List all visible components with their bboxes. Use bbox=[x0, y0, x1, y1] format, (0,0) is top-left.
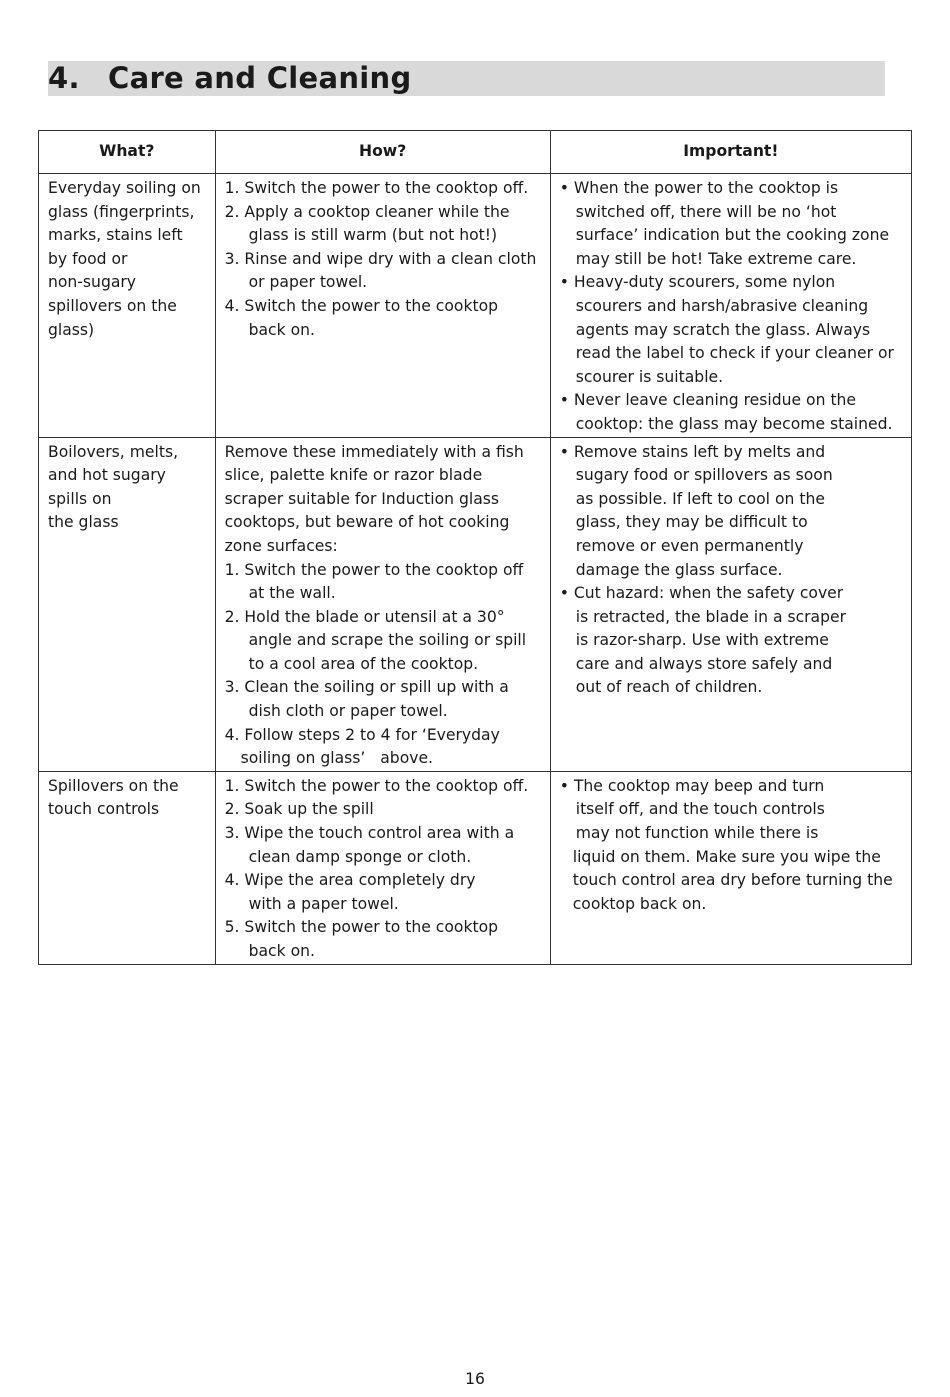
text-line: 4. Wipe the area completely dry bbox=[224, 871, 476, 890]
text-line: spillovers on the bbox=[48, 296, 177, 315]
page-number: 16 bbox=[465, 1370, 485, 1388]
text-line: Remove these immediately with a fish bbox=[224, 442, 524, 461]
text-line: agents may scratch the glass. Always bbox=[575, 320, 871, 339]
text-line: back on. bbox=[248, 942, 315, 960]
text-line: non-sugary bbox=[48, 273, 137, 292]
header-important: Important! bbox=[550, 131, 911, 174]
cell-important bbox=[550, 437, 911, 771]
text-line: • When the power to the cooktop is bbox=[559, 179, 839, 197]
text-line: 2. Apply a cooktop cleaner while the bbox=[224, 202, 510, 221]
text-line: is retracted, the blade in a scraper bbox=[575, 607, 847, 626]
text-line: as possible. If left to cool on the bbox=[575, 489, 825, 508]
text-line: clean damp sponge or cloth. bbox=[248, 847, 472, 866]
cell-how bbox=[215, 771, 550, 964]
section-title bbox=[48, 60, 885, 97]
text-line: may still be hot! Take extreme care. bbox=[575, 249, 857, 268]
care-cleaning-table bbox=[38, 130, 912, 965]
text-line: cooktops, but beware of hot cooking bbox=[224, 513, 510, 532]
text-line: • Heavy-duty scourers, some nylon bbox=[559, 273, 836, 292]
text-line: remove or even permanently bbox=[575, 536, 804, 555]
text-line: 1. Switch the power to the cooktop off. bbox=[224, 776, 529, 795]
text-line: 4. Follow steps 2 to 4 for ‘Everyday bbox=[224, 725, 500, 744]
text-line: spills on bbox=[48, 489, 112, 508]
cell-what bbox=[39, 771, 216, 964]
text-line: may not function while there is bbox=[575, 824, 819, 843]
header-what: What? bbox=[39, 131, 216, 174]
text-line: out of reach of children. bbox=[575, 678, 763, 697]
text-line: touch control area dry before turning the bbox=[572, 871, 893, 890]
cell-how bbox=[215, 437, 550, 771]
text-line: or paper towel. bbox=[248, 273, 368, 292]
section-header bbox=[48, 61, 885, 96]
text-line: Everyday soiling on bbox=[48, 179, 201, 197]
header-how: How? bbox=[215, 131, 550, 174]
text-line: damage the glass surface. bbox=[575, 560, 783, 579]
text-line: slice, palette knife or razor blade bbox=[224, 466, 483, 485]
text-line: by food or bbox=[48, 249, 128, 268]
text-line: scourer is suitable. bbox=[575, 367, 724, 386]
text-line: 5. Switch the power to the cooktop bbox=[224, 918, 499, 937]
section-title-text: Care and Cleaning bbox=[108, 61, 412, 95]
text-line: read the label to check if your cleaner or bbox=[575, 344, 894, 363]
table-row bbox=[39, 771, 912, 964]
text-line: liquid on them. Make sure you wipe the bbox=[572, 847, 881, 866]
text-line: scourers and harsh/abrasive cleaning bbox=[575, 296, 869, 315]
text-line: cooktop: the glass may become stained. bbox=[575, 414, 893, 433]
table-header-row bbox=[39, 131, 912, 174]
text-line: 2. Hold the blade or utensil at a 30° bbox=[224, 607, 505, 626]
text-line: Boilovers, melts, bbox=[48, 442, 179, 461]
text-line: Spillovers on the bbox=[48, 776, 179, 795]
text-line: switched off, there will be no ‘hot bbox=[575, 202, 837, 221]
text-line: is razor-sharp. Use with extreme bbox=[575, 631, 829, 650]
text-line: sugary food or spillovers as soon bbox=[575, 466, 833, 485]
text-line: care and always store safely and bbox=[575, 654, 833, 673]
text-line: • Cut hazard: when the safety cover bbox=[559, 584, 844, 603]
cell-important bbox=[550, 174, 911, 438]
text-line: the glass bbox=[48, 513, 119, 532]
text-line: 3. Clean the soiling or spill up with a bbox=[224, 678, 509, 697]
text-line: cooktop back on. bbox=[572, 894, 707, 913]
cell-how bbox=[215, 174, 550, 438]
text-line: • Remove stains left by melts and bbox=[559, 442, 826, 461]
text-line: itself off, and the touch controls bbox=[575, 800, 825, 819]
text-line: back on. bbox=[248, 320, 315, 339]
text-line: glass, they may be difficult to bbox=[575, 513, 808, 532]
text-line: angle and scrape the soiling or spill bbox=[248, 631, 527, 650]
text-line: 3. Rinse and wipe dry with a clean cloth bbox=[224, 249, 537, 268]
text-line: 1. Switch the power to the cooktop off. bbox=[224, 179, 529, 197]
table-row bbox=[39, 437, 912, 771]
text-line: 2. Soak up the spill bbox=[224, 800, 374, 819]
table-row bbox=[39, 174, 912, 438]
cell-what bbox=[39, 174, 216, 438]
text-line: 1. Switch the power to the cooktop off bbox=[224, 560, 524, 579]
text-line: dish cloth or paper towel. bbox=[248, 702, 448, 721]
text-line: scraper suitable for Induction glass bbox=[224, 489, 500, 508]
text-line: glass) bbox=[48, 320, 95, 339]
text-line: with a paper towel. bbox=[248, 894, 399, 913]
text-line: glass (fingerprints, bbox=[48, 202, 195, 221]
text-line: soiling on glass’ above. bbox=[240, 749, 434, 768]
text-line: touch controls bbox=[48, 800, 160, 819]
cell-important bbox=[550, 771, 911, 964]
text-line: marks, stains left bbox=[48, 226, 183, 245]
cell-what bbox=[39, 437, 216, 771]
text-line: • Never leave cleaning residue on the bbox=[559, 391, 857, 410]
text-line: • The cooktop may beep and turn bbox=[559, 776, 825, 795]
text-line: to a cool area of the cooktop. bbox=[248, 654, 479, 673]
text-line: surface’ indication but the cooking zone bbox=[575, 226, 890, 245]
text-line: and hot sugary bbox=[48, 466, 166, 485]
text-line: 3. Wipe the touch control area with a bbox=[224, 824, 515, 843]
text-line: glass is still warm (but not hot!) bbox=[248, 226, 498, 245]
text-line: at the wall. bbox=[248, 584, 336, 603]
text-line: 4. Switch the power to the cooktop bbox=[224, 296, 499, 315]
section-number: 4. bbox=[48, 61, 80, 95]
text-line: zone surfaces: bbox=[224, 536, 338, 555]
